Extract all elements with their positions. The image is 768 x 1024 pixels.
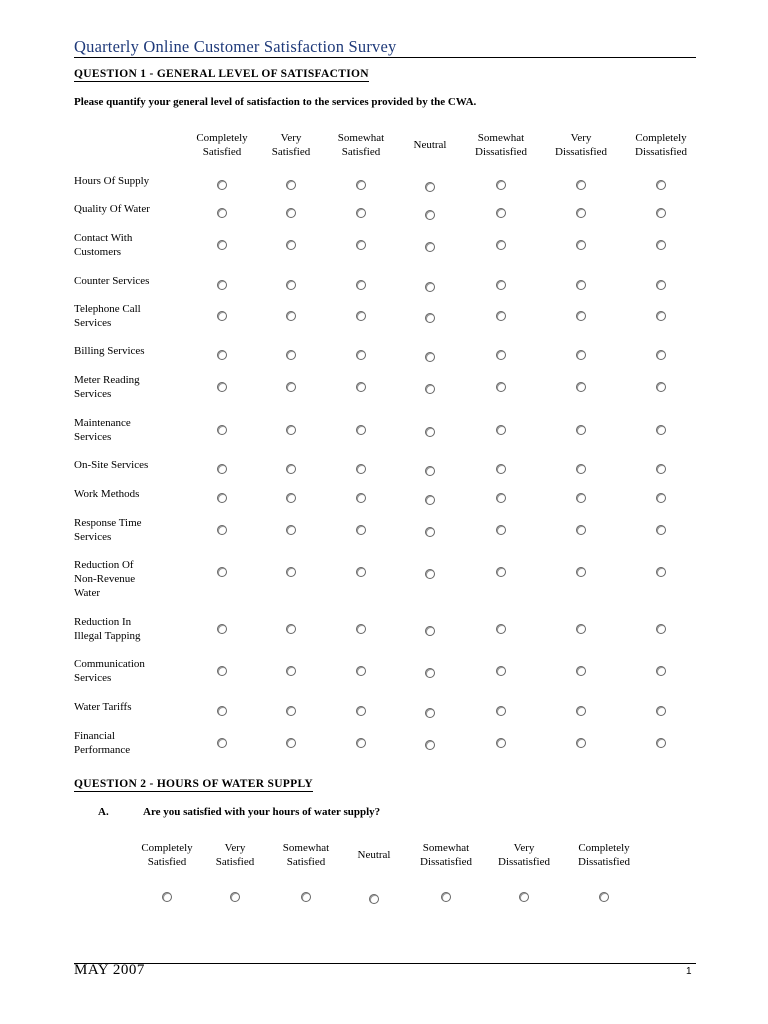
radio-option-very-satisfied[interactable] (286, 624, 296, 634)
label-line: Meter Reading (74, 374, 140, 386)
label-line: Dissatisfied (578, 856, 630, 868)
radio-option-somewhat-satisfied[interactable] (356, 666, 366, 676)
radio-option-somewhat-dissatisfied[interactable] (496, 624, 506, 634)
label-line: Reduction Of (74, 559, 134, 571)
radio-option-completely-satisfied[interactable] (217, 738, 227, 748)
label-line: Dissatisfied (475, 146, 527, 158)
label-line: Customers (74, 246, 122, 258)
radio-option-completely-satisfied[interactable] (217, 525, 227, 535)
label-line: On-Site Services (74, 459, 149, 471)
radio-option-very-dissatisfied[interactable] (519, 892, 529, 902)
radio-option-somewhat-dissatisfied[interactable] (496, 350, 506, 360)
column-header-somewhat-dissatisfied (401, 841, 491, 869)
radio-option-completely-satisfied[interactable] (217, 311, 227, 321)
radio-option-completely-satisfied[interactable] (162, 892, 172, 902)
label-line: Very (224, 842, 246, 854)
title-rule (74, 57, 696, 58)
radio-option-neutral[interactable] (425, 427, 435, 437)
radio-option-somewhat-dissatisfied[interactable] (441, 892, 451, 902)
radio-option-very-satisfied[interactable] (286, 240, 296, 250)
label-line: Non-Revenue (74, 573, 136, 585)
radio-option-very-satisfied[interactable] (286, 738, 296, 748)
radio-option-somewhat-dissatisfied[interactable] (496, 525, 506, 535)
row-label-telephone-call-services (74, 302, 184, 330)
radio-option-somewhat-dissatisfied[interactable] (496, 464, 506, 474)
label-line: Satisfied (341, 146, 381, 158)
radio-option-somewhat-dissatisfied[interactable] (496, 493, 506, 503)
label-line: Satisfied (147, 856, 187, 868)
radio-option-completely-dissatisfied[interactable] (656, 624, 666, 634)
radio-option-neutral[interactable] (425, 527, 435, 537)
radio-option-completely-satisfied[interactable] (217, 382, 227, 392)
label-line: Dissatisfied (635, 146, 687, 158)
row-label-reduction-of-non-revenue-water (74, 558, 184, 600)
radio-option-completely-satisfied[interactable] (217, 567, 227, 577)
radio-option-very-satisfied[interactable] (286, 208, 296, 218)
radio-option-somewhat-dissatisfied[interactable] (496, 567, 506, 577)
radio-option-somewhat-satisfied[interactable] (356, 567, 366, 577)
radio-option-very-satisfied[interactable] (286, 382, 296, 392)
radio-option-somewhat-dissatisfied[interactable] (496, 280, 506, 290)
label-line: Services (74, 431, 112, 443)
footer-date: MAY 2007 (74, 962, 145, 978)
radio-option-very-dissatisfied[interactable] (576, 180, 586, 190)
column-header-completely-dissatisfied (559, 841, 649, 869)
radio-option-neutral[interactable] (425, 740, 435, 750)
radio-option-completely-satisfied[interactable] (217, 180, 227, 190)
footer-rule (74, 963, 696, 964)
radio-option-very-dissatisfied[interactable] (576, 493, 586, 503)
label-line: Telephone Call (74, 303, 141, 315)
radio-option-completely-dissatisfied[interactable] (656, 493, 666, 503)
label-line: Hours Of Supply (74, 175, 150, 187)
radio-option-very-satisfied[interactable] (230, 892, 240, 902)
radio-option-completely-dissatisfied[interactable] (656, 525, 666, 535)
radio-option-completely-satisfied[interactable] (217, 280, 227, 290)
page-number: 1 (686, 966, 692, 977)
label-line: Contact With (74, 232, 133, 244)
radio-option-completely-dissatisfied[interactable] (656, 666, 666, 676)
radio-option-neutral[interactable] (425, 282, 435, 292)
radio-option-somewhat-satisfied[interactable] (356, 525, 366, 535)
label-line: Counter Services (74, 275, 150, 287)
radio-option-completely-satisfied[interactable] (217, 666, 227, 676)
radio-option-very-satisfied[interactable] (286, 464, 296, 474)
radio-option-very-dissatisfied[interactable] (576, 311, 586, 321)
radio-option-neutral[interactable] (425, 569, 435, 579)
label-line: Billing Services (74, 345, 145, 357)
radio-option-somewhat-satisfied[interactable] (356, 425, 366, 435)
radio-option-completely-satisfied[interactable] (217, 425, 227, 435)
radio-option-very-dissatisfied[interactable] (576, 208, 586, 218)
row-label-maintenance-services (74, 416, 184, 444)
radio-option-somewhat-satisfied[interactable] (356, 311, 366, 321)
label-line: Neutral (357, 849, 391, 861)
row-label-quality-of-water (74, 202, 184, 216)
label-line: Completely (578, 842, 630, 854)
radio-option-very-satisfied[interactable] (286, 666, 296, 676)
column-header-very-dissatisfied (536, 131, 626, 159)
row-label-communication-services (74, 657, 184, 685)
label-line: Satisfied (271, 146, 311, 158)
row-label-hours-of-supply (74, 174, 184, 188)
radio-option-neutral[interactable] (425, 384, 435, 394)
radio-option-somewhat-dissatisfied[interactable] (496, 738, 506, 748)
label-line: Financial (74, 730, 115, 742)
radio-option-very-dissatisfied[interactable] (576, 738, 586, 748)
label-line: Quality Of Water (74, 203, 150, 215)
label-line: Services (74, 317, 112, 329)
radio-option-very-dissatisfied[interactable] (576, 706, 586, 716)
radio-option-very-satisfied[interactable] (286, 311, 296, 321)
radio-option-very-dissatisfied[interactable] (576, 624, 586, 634)
radio-option-very-satisfied[interactable] (286, 525, 296, 535)
radio-option-somewhat-dissatisfied[interactable] (496, 208, 506, 218)
radio-option-completely-satisfied[interactable] (217, 240, 227, 250)
page-title: Quarterly Online Customer Satisfaction Survey (74, 37, 397, 56)
radio-option-neutral[interactable] (425, 210, 435, 220)
radio-option-somewhat-dissatisfied[interactable] (496, 311, 506, 321)
radio-option-completely-dissatisfied[interactable] (656, 738, 666, 748)
label-line: Water Tariffs (74, 701, 132, 713)
q2-item-question: Are you satisfied with your hours of water supply? (143, 806, 381, 818)
radio-option-completely-dissatisfied[interactable] (656, 240, 666, 250)
radio-option-somewhat-satisfied[interactable] (356, 624, 366, 634)
radio-option-very-satisfied[interactable] (286, 567, 296, 577)
radio-option-somewhat-satisfied[interactable] (356, 464, 366, 474)
radio-option-somewhat-dissatisfied[interactable] (496, 180, 506, 190)
label-line: Dissatisfied (498, 856, 550, 868)
radio-option-very-dissatisfied[interactable] (576, 280, 586, 290)
radio-option-very-dissatisfied[interactable] (576, 464, 586, 474)
radio-option-very-satisfied[interactable] (286, 350, 296, 360)
radio-option-somewhat-satisfied[interactable] (356, 382, 366, 392)
radio-option-somewhat-satisfied[interactable] (356, 240, 366, 250)
label-line: Completely (196, 132, 248, 144)
label-line: Somewhat (422, 842, 470, 854)
label-line: Services (74, 672, 112, 684)
radio-option-neutral[interactable] (425, 495, 435, 505)
radio-option-completely-dissatisfied[interactable] (656, 706, 666, 716)
radio-option-completely-satisfied[interactable] (217, 624, 227, 634)
radio-option-neutral[interactable] (425, 313, 435, 323)
radio-option-very-dissatisfied[interactable] (576, 425, 586, 435)
radio-option-neutral[interactable] (425, 352, 435, 362)
radio-option-completely-dissatisfied[interactable] (656, 208, 666, 218)
radio-option-very-satisfied[interactable] (286, 425, 296, 435)
radio-option-neutral[interactable] (425, 668, 435, 678)
radio-option-completely-dissatisfied[interactable] (599, 892, 609, 902)
radio-option-somewhat-dissatisfied[interactable] (496, 666, 506, 676)
radio-option-neutral[interactable] (425, 626, 435, 636)
radio-option-completely-dissatisfied[interactable] (656, 382, 666, 392)
row-label-contact-with-customers (74, 231, 184, 259)
radio-option-completely-satisfied[interactable] (217, 208, 227, 218)
label-line: Performance (74, 744, 131, 756)
radio-option-very-satisfied[interactable] (286, 493, 296, 503)
row-label-billing-services (74, 344, 184, 358)
radio-option-neutral[interactable] (425, 242, 435, 252)
radio-option-completely-satisfied[interactable] (217, 464, 227, 474)
row-label-meter-reading-services (74, 373, 184, 401)
q2-heading: QUESTION 2 - HOURS OF WATER SUPPLY (74, 778, 313, 790)
column-header-somewhat-dissatisfied (456, 131, 546, 159)
label-line: Very (280, 132, 302, 144)
radio-option-neutral[interactable] (425, 466, 435, 476)
radio-option-somewhat-dissatisfied[interactable] (496, 425, 506, 435)
row-label-on-site-services (74, 458, 184, 472)
label-line: Services (74, 388, 112, 400)
label-line: Communication (74, 658, 145, 670)
radio-option-very-dissatisfied[interactable] (576, 525, 586, 535)
row-label-work-methods (74, 487, 184, 501)
column-header-completely-dissatisfied (616, 131, 706, 159)
label-line: Response Time (74, 517, 142, 529)
radio-option-neutral[interactable] (425, 182, 435, 192)
label-line: Neutral (413, 139, 447, 151)
row-label-reduction-in-illegal-tapping (74, 615, 184, 643)
label-line: Very (513, 842, 535, 854)
label-line: Dissatisfied (420, 856, 472, 868)
radio-option-very-dissatisfied[interactable] (576, 666, 586, 676)
label-line: Reduction In (74, 616, 132, 628)
radio-option-neutral[interactable] (425, 708, 435, 718)
label-line: Somewhat (337, 132, 385, 144)
label-line: Very (570, 132, 592, 144)
radio-option-completely-dissatisfied[interactable] (656, 280, 666, 290)
label-line: Maintenance (74, 417, 131, 429)
radio-option-somewhat-dissatisfied[interactable] (496, 382, 506, 392)
row-label-financial-performance (74, 729, 184, 757)
radio-option-completely-dissatisfied[interactable] (656, 567, 666, 577)
q1-instruction: Please quantify your general level of satisfaction to the services provided by the CWA. (74, 96, 477, 108)
q2-item-letter: A. (98, 806, 109, 818)
row-label-counter-services (74, 274, 184, 288)
label-line: Satisfied (202, 146, 242, 158)
label-line: Services (74, 531, 112, 543)
radio-option-completely-dissatisfied[interactable] (656, 425, 666, 435)
radio-option-somewhat-satisfied[interactable] (356, 706, 366, 716)
label-line: Somewhat (477, 132, 525, 144)
radio-option-somewhat-satisfied[interactable] (356, 350, 366, 360)
label-line: Illegal Tapping (74, 630, 141, 642)
label-line: Water (74, 587, 100, 599)
radio-option-neutral[interactable] (369, 894, 379, 904)
radio-option-completely-satisfied[interactable] (217, 493, 227, 503)
row-label-water-tariffs (74, 700, 184, 714)
radio-option-completely-satisfied[interactable] (217, 706, 227, 716)
radio-option-very-dissatisfied[interactable] (576, 567, 586, 577)
radio-option-completely-dissatisfied[interactable] (656, 350, 666, 360)
radio-option-completely-dissatisfied[interactable] (656, 464, 666, 474)
radio-option-completely-dissatisfied[interactable] (656, 180, 666, 190)
radio-option-somewhat-satisfied[interactable] (356, 208, 366, 218)
row-label-response-time-services (74, 516, 184, 544)
label-line: Work Methods (74, 488, 140, 500)
radio-option-very-dissatisfied[interactable] (576, 350, 586, 360)
radio-option-completely-satisfied[interactable] (217, 350, 227, 360)
radio-option-very-dissatisfied[interactable] (576, 382, 586, 392)
radio-option-somewhat-dissatisfied[interactable] (496, 706, 506, 716)
label-line: Dissatisfied (555, 146, 607, 158)
radio-option-very-satisfied[interactable] (286, 706, 296, 716)
label-line: Completely (635, 132, 687, 144)
radio-option-very-satisfied[interactable] (286, 180, 296, 190)
radio-option-somewhat-satisfied[interactable] (356, 493, 366, 503)
label-line: Satisfied (215, 856, 255, 868)
column-header-very-dissatisfied (479, 841, 569, 869)
radio-option-very-dissatisfied[interactable] (576, 240, 586, 250)
radio-option-somewhat-dissatisfied[interactable] (496, 240, 506, 250)
label-line: Completely (141, 842, 193, 854)
radio-option-completely-dissatisfied[interactable] (656, 311, 666, 321)
radio-option-somewhat-satisfied[interactable] (356, 738, 366, 748)
q1-heading: QUESTION 1 - GENERAL LEVEL OF SATISFACTION (74, 68, 369, 80)
radio-option-very-satisfied[interactable] (286, 280, 296, 290)
radio-option-somewhat-satisfied[interactable] (356, 280, 366, 290)
radio-option-somewhat-satisfied[interactable] (301, 892, 311, 902)
radio-option-somewhat-satisfied[interactable] (356, 180, 366, 190)
label-line: Somewhat (282, 842, 330, 854)
label-line: Satisfied (286, 856, 326, 868)
